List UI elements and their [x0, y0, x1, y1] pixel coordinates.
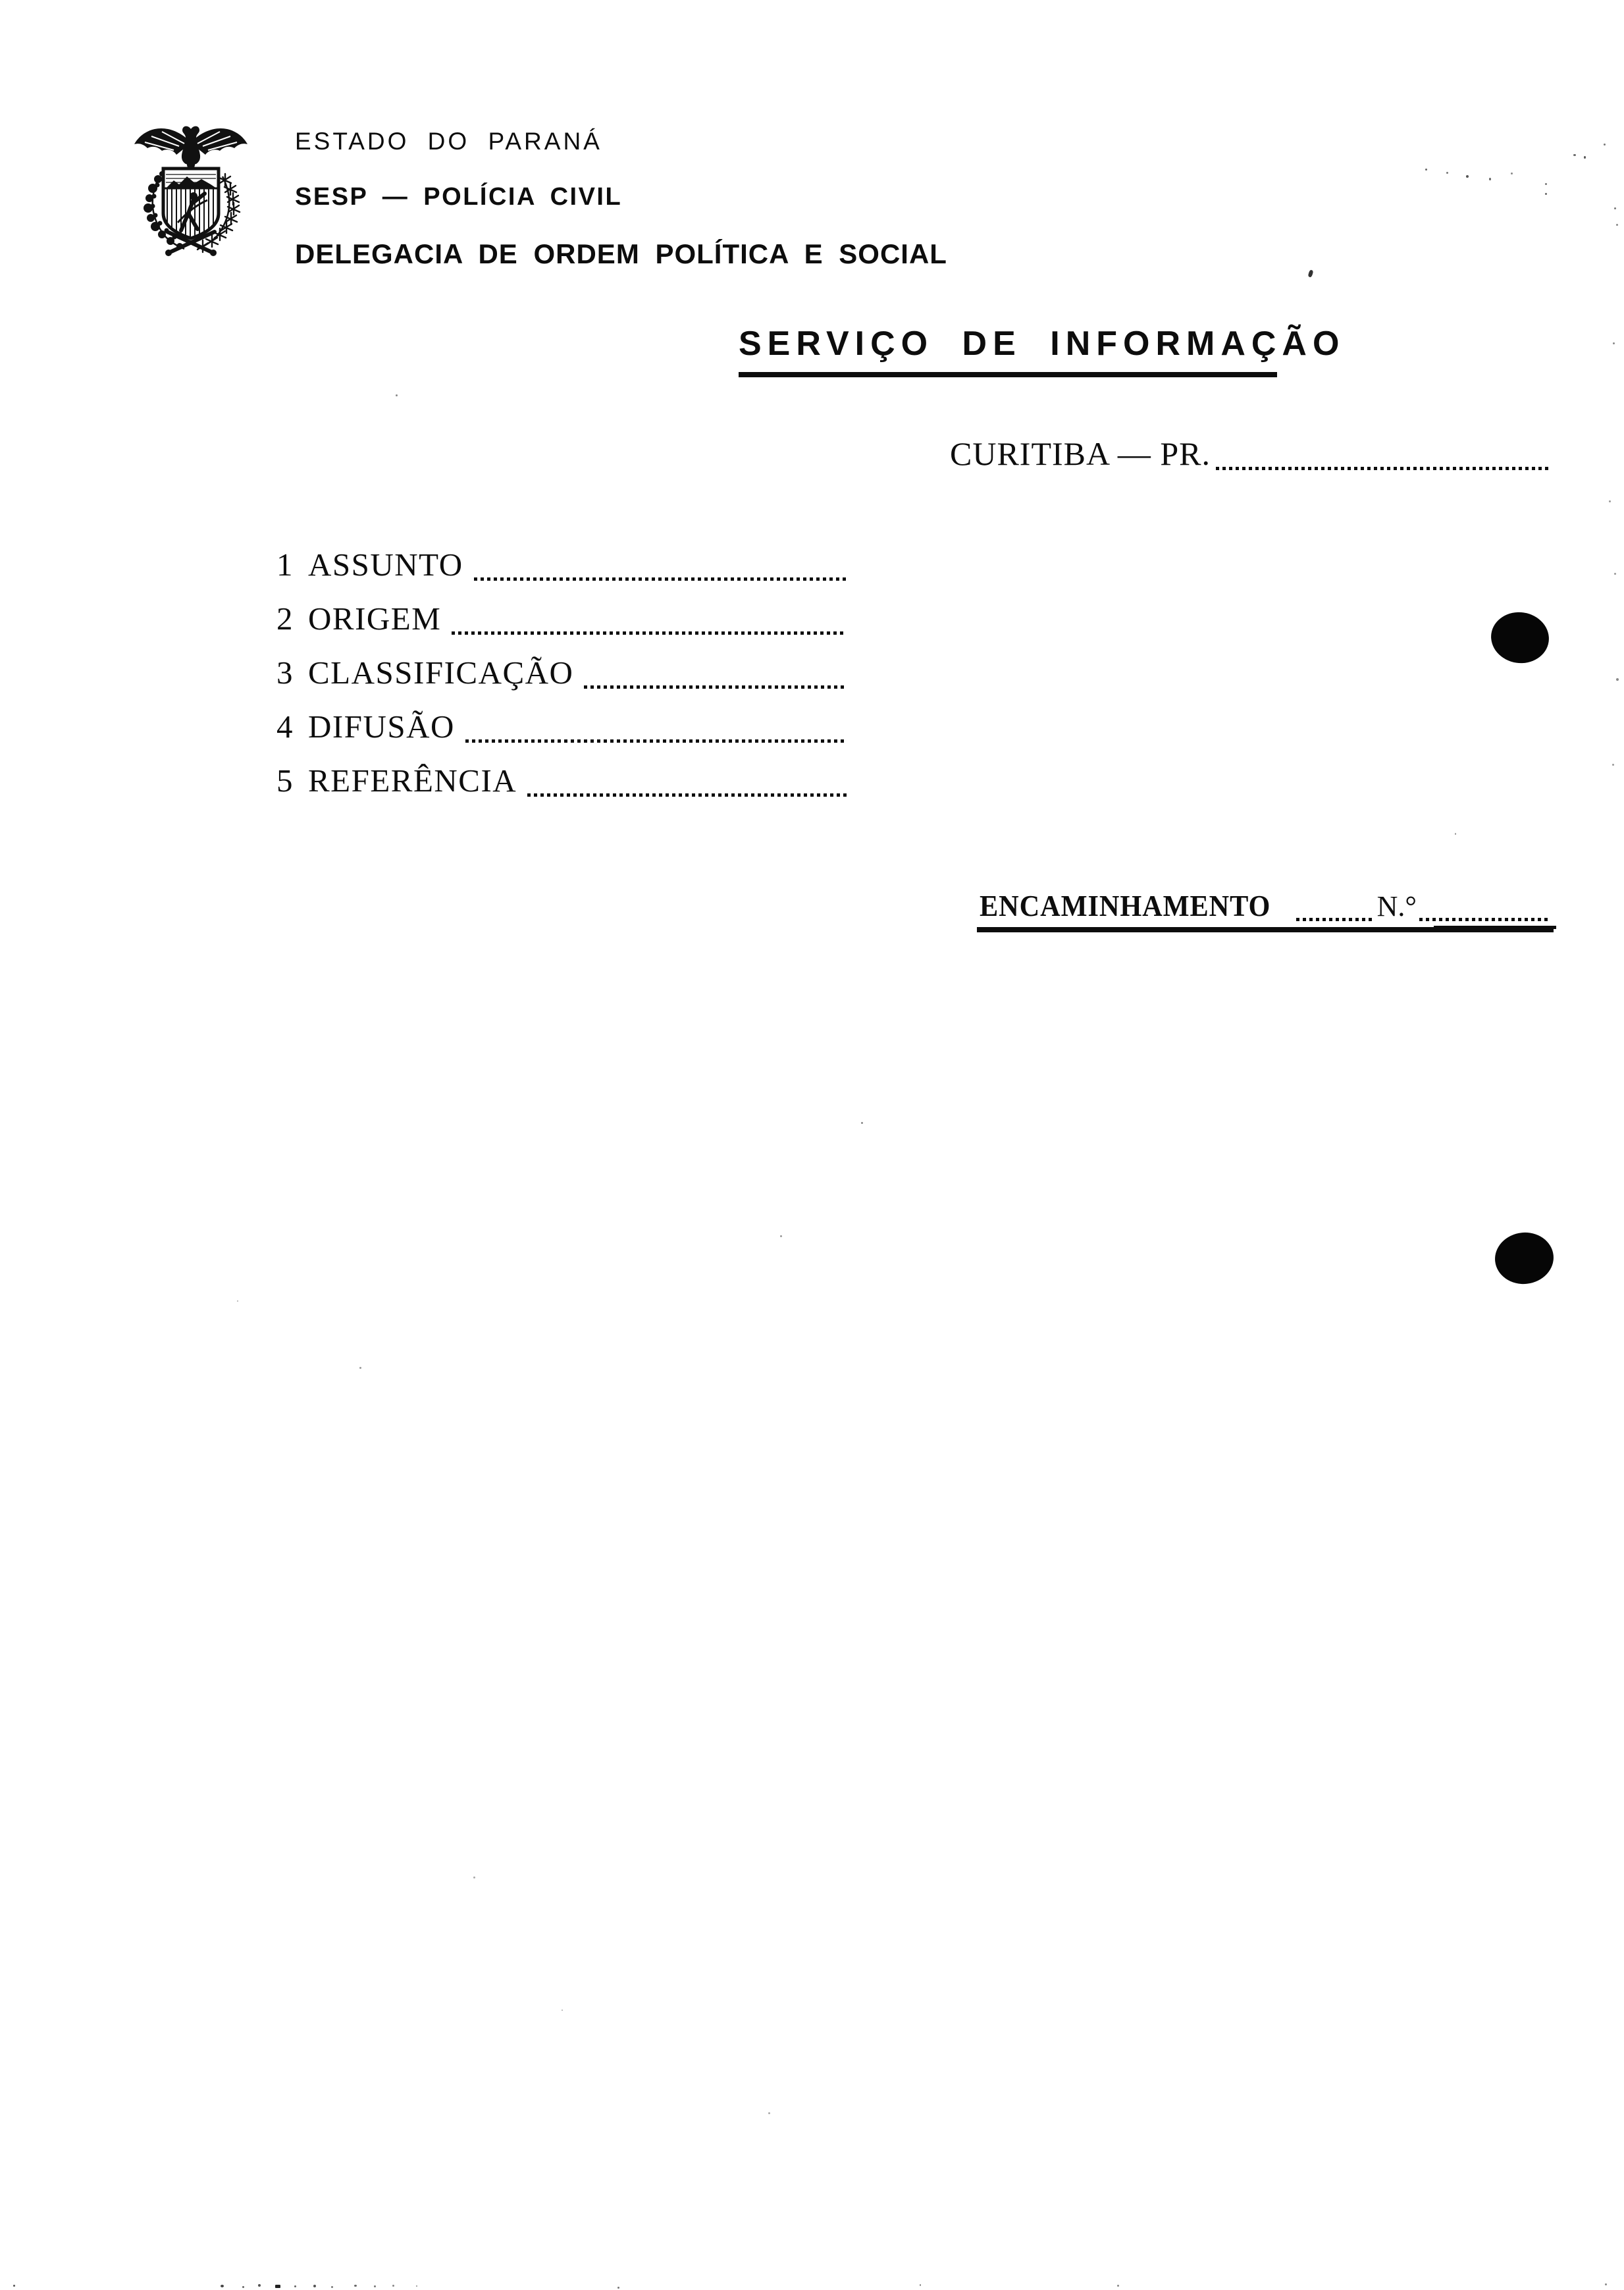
- routing-underline-tail: [1434, 926, 1556, 929]
- punch-hole-mark-top: [1488, 608, 1552, 666]
- field-label: ORIGEM: [308, 600, 442, 637]
- field-row-origem: [276, 600, 847, 654]
- field-number: 4: [276, 708, 293, 745]
- field-number: 2: [276, 600, 293, 637]
- routing-line: [980, 889, 1551, 924]
- field-row-referencia: [276, 762, 847, 816]
- field-label: CLASSIFICAÇÃO: [308, 654, 574, 691]
- field-blank-line: [452, 631, 847, 635]
- field-number: 1: [276, 546, 293, 583]
- punch-hole-mark-bottom: [1492, 1230, 1556, 1287]
- field-label: DIFUSÃO: [308, 708, 455, 745]
- org-name: SESP — POLÍCIA CIVIL: [295, 183, 623, 211]
- state-name: ESTADO DO PARANÁ: [295, 128, 602, 155]
- field-blank-line: [465, 739, 847, 743]
- routing-blank-line: [1296, 918, 1375, 921]
- place-label: CURITIBA — PR.: [950, 435, 1211, 472]
- field-blank-line: [527, 793, 847, 797]
- routing-label: ENCAMINHAMENTO: [980, 889, 1271, 922]
- field-row-assunto: [276, 546, 847, 600]
- field-label: REFERÊNCIA: [308, 762, 517, 799]
- routing-number-label: N.°: [1376, 890, 1417, 922]
- routing-number-blank-line: [1419, 918, 1551, 921]
- document-title: SERVIÇO DE INFORMAÇÃO: [739, 324, 1277, 377]
- field-number: 3: [276, 654, 293, 691]
- form-fields: [276, 546, 847, 816]
- field-row-classificacao: [276, 654, 847, 708]
- field-number: 5: [276, 762, 293, 799]
- field-row-difusao: [276, 708, 847, 762]
- place-date-line: [950, 435, 1550, 473]
- date-blank-line: [1216, 467, 1550, 470]
- field-blank-line: [584, 685, 847, 689]
- field-blank-line: [474, 577, 847, 581]
- parana-coat-of-arms-icon: [133, 122, 249, 257]
- field-label: ASSUNTO: [308, 546, 463, 583]
- department-name: DELEGACIA DE ORDEM POLÍTICA E SOCIAL: [295, 238, 947, 269]
